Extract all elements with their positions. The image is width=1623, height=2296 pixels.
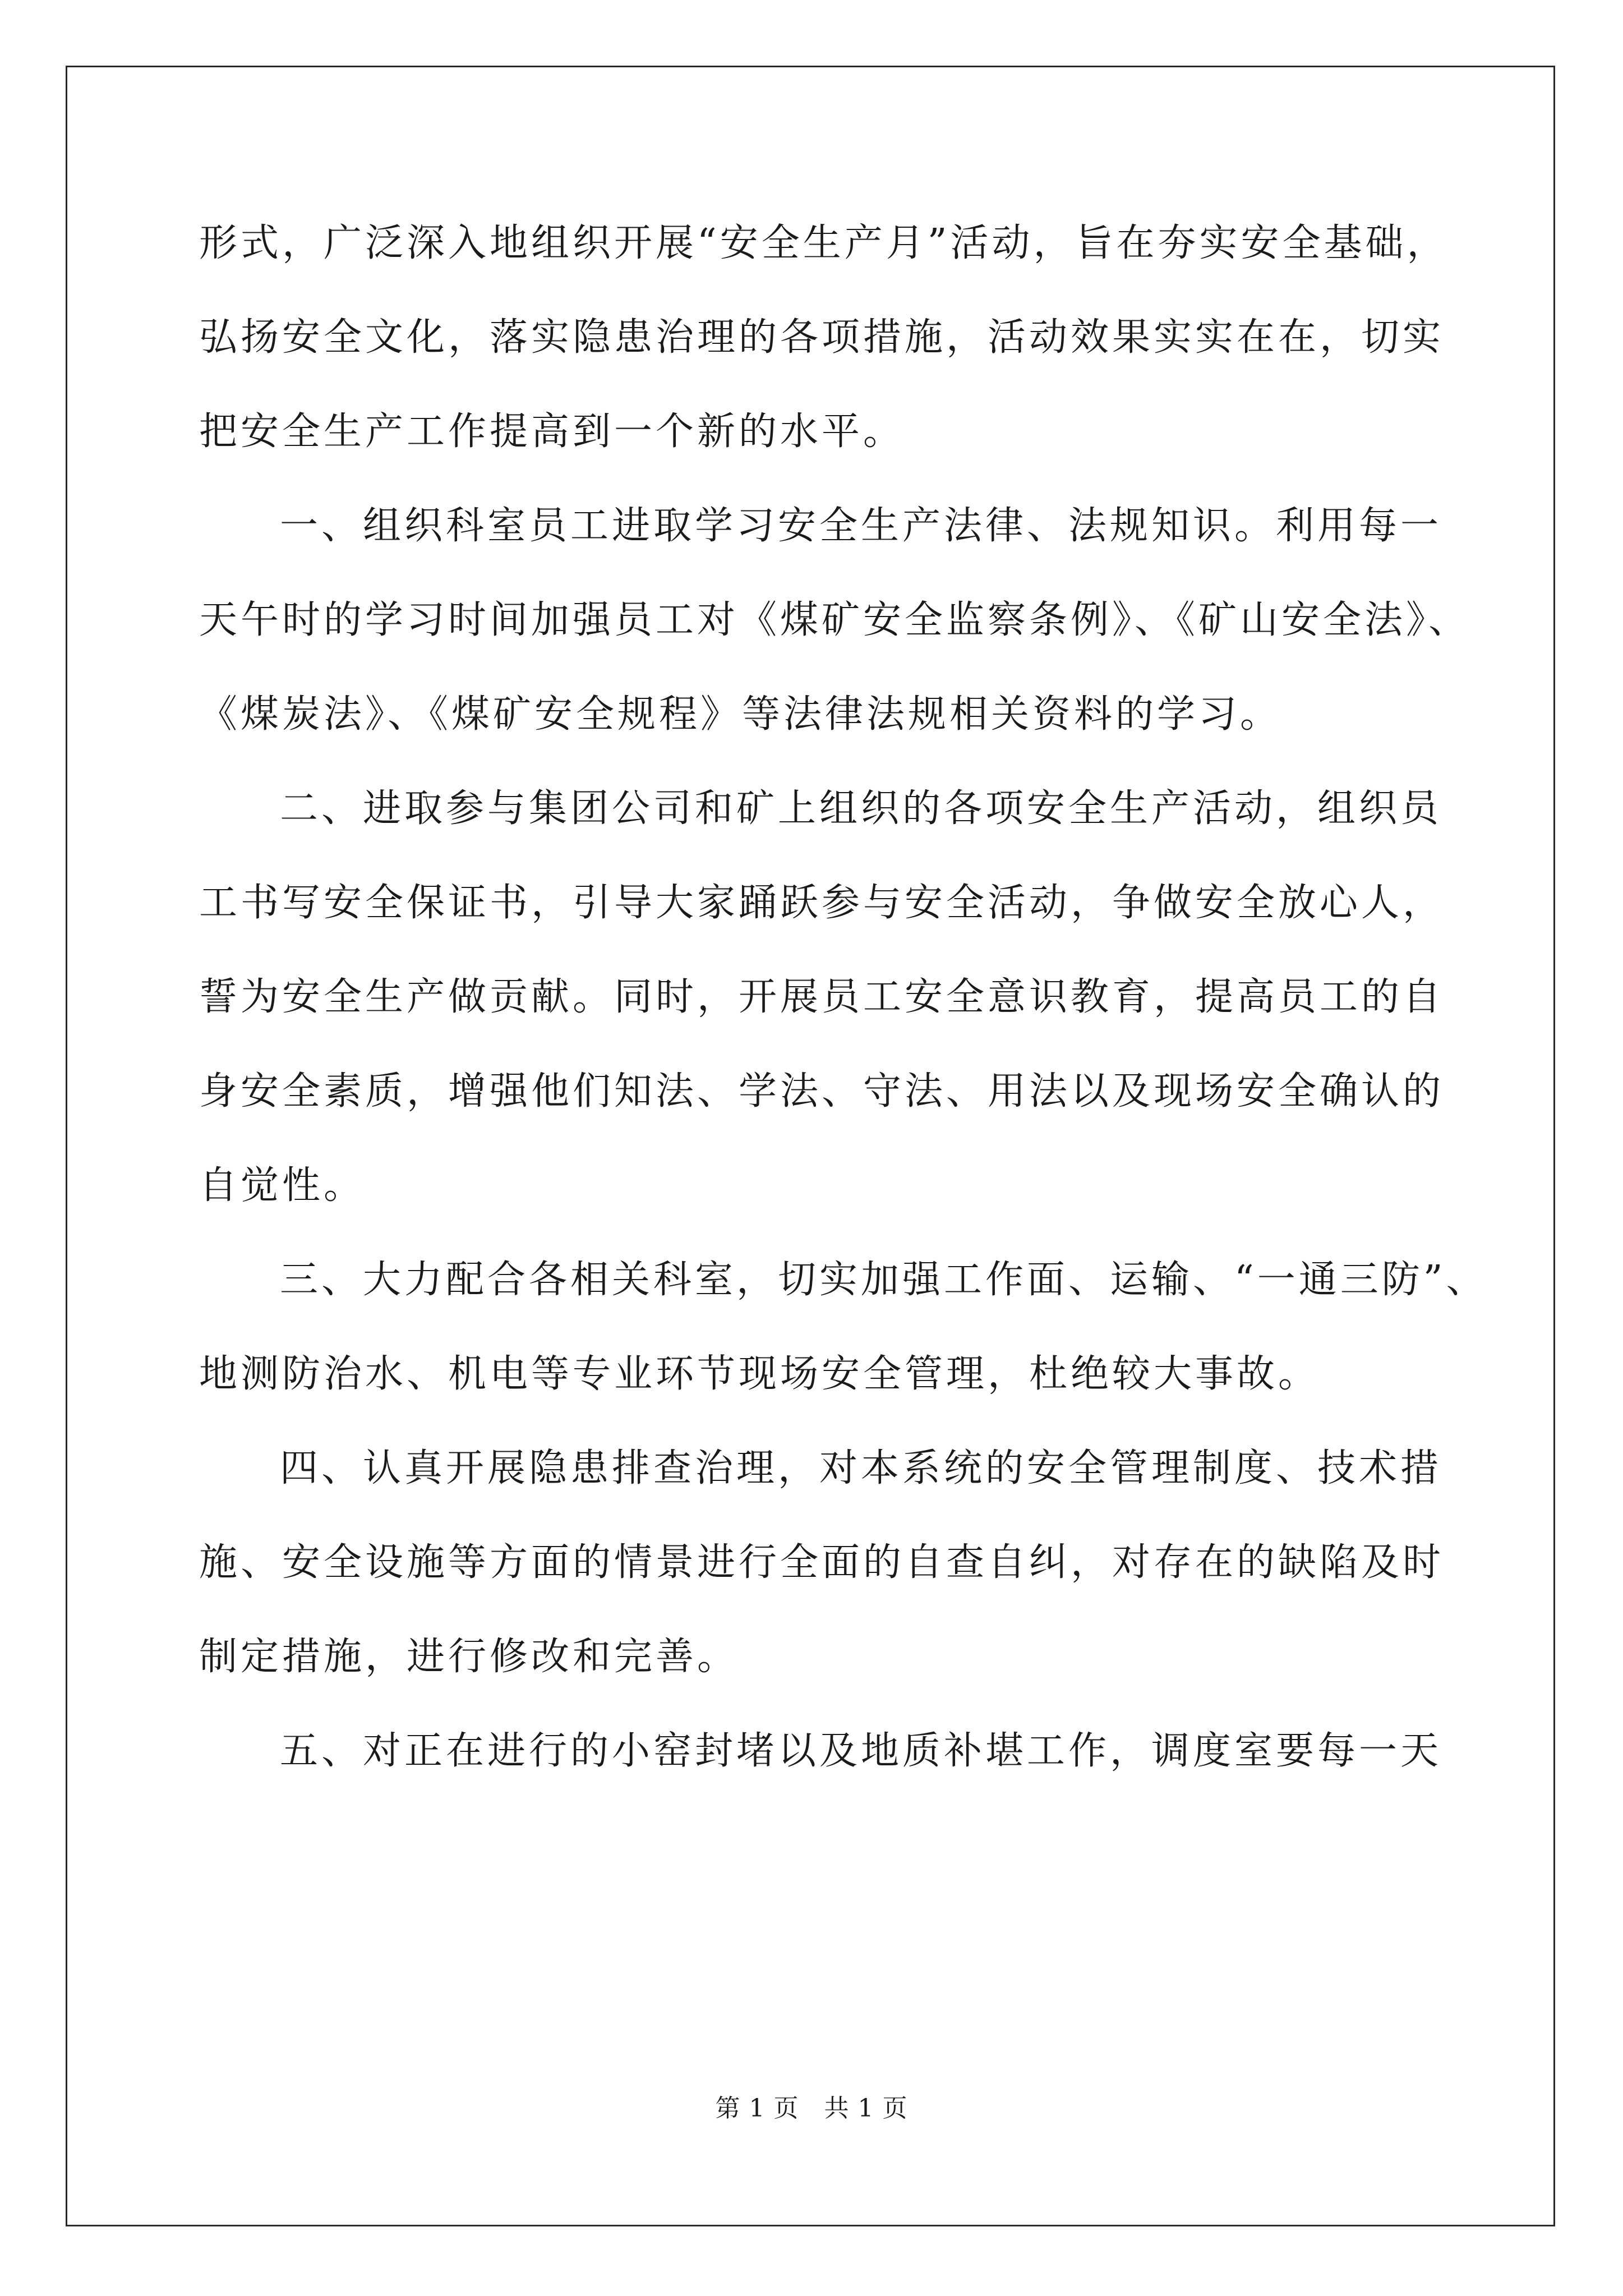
document-body: [199, 196, 1488, 1798]
text-line-14: 四、认真开展隐患排查治理，对本系统的安全管理制度、技术措: [280, 1446, 1442, 1490]
text-line-1: 形式，广泛深入地组织开展“安全生产月”活动，旨在夯实安全基础，: [199, 221, 1449, 265]
text-line-10: 身安全素质，增强他们知法、学法、守法、用法以及现场安全确认的: [199, 1069, 1445, 1114]
text-line-4: 一、组织科室员工进取学习安全生产法律、法规知识。利用每一: [280, 504, 1442, 548]
text-line-5: 天午时的学习时间加强员工对《煤矿安全监察条例》、《矿山安全法》、: [199, 598, 1470, 642]
text-line-12: 三、大力配合各相关科室，切实加强工作面、运输、“一通三防”、: [280, 1258, 1488, 1302]
text-line-7: 二、进取参与集团公司和矿上组织的各项安全生产活动，组织员: [280, 786, 1442, 831]
text-line-2: 弘扬安全文化，落实隐患治理的各项措施，活动效果实实在在，切实: [199, 315, 1445, 360]
text-line-8: 工书写安全保证书，引导大家踊跃参与安全活动，争做安全放心人，: [199, 881, 1445, 925]
text-line-3: 把安全生产工作提高到一个新的水平。: [199, 409, 905, 454]
text-line-15: 施、安全设施等方面的情景进行全面的自查自纠，对存在的缺陷及时: [199, 1540, 1445, 1585]
text-line-13: 地测防治水、机电等专业环节现场安全管理，杜绝较大事故。: [199, 1352, 1320, 1396]
text-line-9: 誓为安全生产做贡献。同时，开展员工安全意识教育，提高员工的自: [199, 975, 1445, 1019]
text-line-17: 五、对正在进行的小窑封堵以及地质补堪工作，调度室要每一天: [280, 1729, 1442, 1773]
text-line-16: 制定措施，进行修改和完善。: [199, 1635, 739, 1679]
page-number-label: 第 1 页 共 1 页: [715, 2094, 908, 2123]
text-line-11: 自觉性。: [199, 1163, 366, 1208]
page-footer: [0, 2088, 1623, 2124]
text-line-6: 《煤炭法》、《煤矿安全规程》等法律法规相关资料的学习。: [199, 692, 1282, 737]
